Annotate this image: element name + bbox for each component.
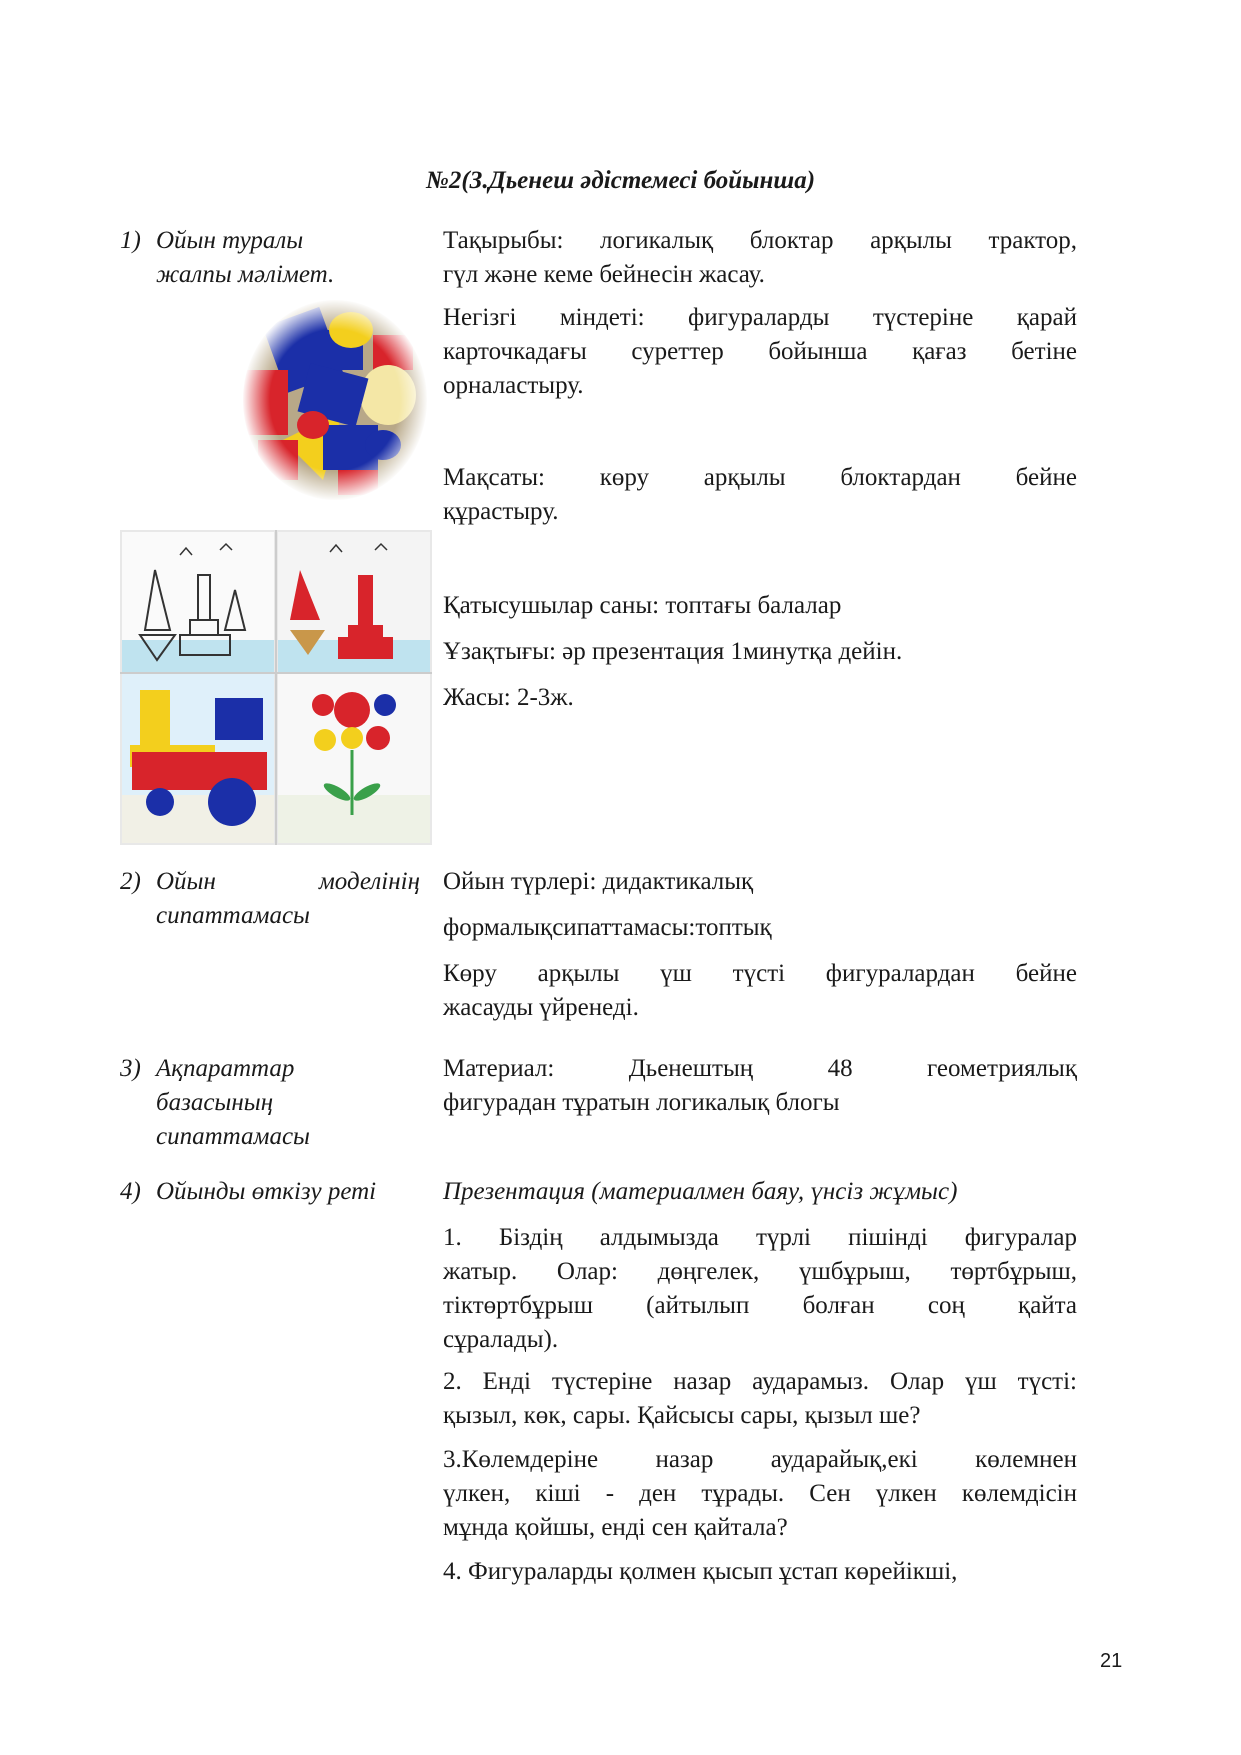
label-line: Ойын моделінің xyxy=(156,868,420,895)
logic-blocks-photo xyxy=(243,300,428,500)
label-line: сипаттамасы xyxy=(156,902,310,929)
section-number: 4) xyxy=(120,1178,141,1205)
text-line: жатыр. Олар: дөңгелек, үшбұрыш, төртбұрыш, xyxy=(443,1258,1077,1285)
section-1-topic xyxy=(443,224,1077,292)
paragraph-2 xyxy=(443,1365,1077,1433)
section-4-label xyxy=(120,1175,440,1209)
cards-illustration xyxy=(120,530,432,845)
label-line-group xyxy=(120,865,420,899)
text-line: тіктөртбұрыш (айтылып болған соң қайта xyxy=(443,1292,1077,1319)
cards-photo xyxy=(120,530,432,845)
text-line: құрастыру. xyxy=(443,498,559,525)
text-line: сұралады). xyxy=(443,1326,559,1353)
age-text: Жасы: 2-3ж. xyxy=(443,684,574,711)
label-line: жалпы мәлімет. xyxy=(156,261,335,288)
text-line: орналастыру. xyxy=(443,372,584,399)
section-number: 2) xyxy=(120,868,141,895)
text-line: фигурадан тұратын логикалық блогы xyxy=(443,1089,840,1116)
text-line: 2. Енді түстеріне назар аударамыз. Олар үш түсті: xyxy=(443,1368,1077,1395)
text-line: жасауды үйренеді. xyxy=(443,994,639,1021)
label-line: Ақпараттар xyxy=(156,1055,295,1082)
presentation-heading: Презентация (материалмен баяу, үнсіз жұмыс) xyxy=(443,1178,958,1205)
text-line: Мақсаты: көру арқылы блоктардан бейне xyxy=(443,464,1077,491)
section-number: 3) xyxy=(120,1055,141,1082)
section-3-material xyxy=(443,1052,1077,1120)
section-1-task xyxy=(443,301,1077,403)
logic-blocks-illustration xyxy=(243,300,428,500)
label-line: базасының xyxy=(156,1089,274,1116)
text-line: гүл және кеме бейнесін жасау. xyxy=(443,261,765,288)
section-2-desc xyxy=(443,957,1077,1025)
text-line: үлкен, кіші - ден тұрады. Сен үлкен көлемдісін xyxy=(443,1480,1077,1507)
text-line: карточкадағы суреттер бойынша қағаз бетіне xyxy=(443,338,1077,365)
text-line: Көру арқылы үш түсті фигуралардан бейне xyxy=(443,960,1077,987)
label-line: сипаттамасы xyxy=(156,1123,310,1150)
paragraph-4: 4. Фигураларды қолмен қысып ұстап көрейікші, xyxy=(443,1558,958,1585)
text-line: 1. Біздің алдымызда түрлі пішінді фигуралар xyxy=(443,1224,1077,1251)
form-text: формалықсипаттамасы:топтық xyxy=(443,914,772,941)
label-line: Ойын туралы xyxy=(156,227,304,254)
text-line: Негізгі міндеті: фигураларды түстеріне қарай xyxy=(443,304,1077,331)
text-line: Материал: Дьенештың 48 геометриялық xyxy=(443,1055,1077,1082)
section-number: 1) xyxy=(120,227,141,254)
label-line: Ойынды өткізу реті xyxy=(156,1178,377,1205)
section-1-goal xyxy=(443,461,1077,529)
paragraph-3 xyxy=(443,1443,1077,1545)
paragraph-1 xyxy=(443,1221,1077,1357)
page-title: №2(З.Дьенеш әдістемесі бойынша) xyxy=(425,167,816,194)
text-line: 3.Көлемдеріне назар аударайық,екі көлемнен xyxy=(443,1446,1077,1473)
page-number: 21 xyxy=(1100,1650,1123,1672)
section-1-label xyxy=(120,224,420,292)
game-types-text: Ойын түрлері: дидактикалық xyxy=(443,868,754,895)
participants-text: Қатысушылар саны: топтағы балалар xyxy=(443,592,842,619)
duration-text: Ұзақтығы: әр презентация 1минутқа дейін. xyxy=(443,638,903,665)
text-line: мұнда қойшы, енді сен қайтала? xyxy=(443,1514,788,1541)
text-line: Тақырыбы: логикалық блоктар арқылы трактор, xyxy=(443,227,1077,254)
section-2-label xyxy=(120,865,420,933)
section-3-label xyxy=(120,1052,420,1154)
text-line: қызыл, көк, сары. Қайсысы сары, қызыл ше? xyxy=(443,1402,921,1429)
